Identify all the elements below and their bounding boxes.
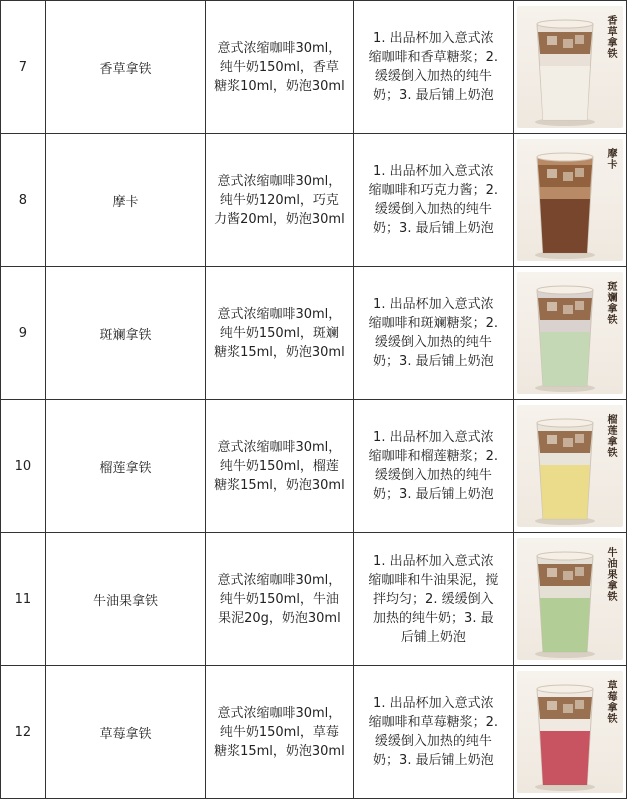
drink-name-cell xyxy=(45,666,205,799)
steps-line: 1. 出品杯加入意式浓 xyxy=(373,297,494,312)
drink-name-cell xyxy=(45,1,205,134)
ingredients-line: 糖浆15ml，奶泡30ml xyxy=(214,477,345,493)
drink-name: 斑斓拿铁 xyxy=(99,327,152,343)
steps-line: 缩咖啡和香草糖浆；2. xyxy=(368,50,499,65)
steps-line: 缓缓倒入加热的纯牛 xyxy=(374,202,492,217)
steps-line: 缩咖啡和牛油果泥，搅 xyxy=(368,572,499,588)
steps-line: 加热的纯牛奶；3. 最 xyxy=(373,610,494,626)
row-number-cell xyxy=(1,400,46,533)
ingredients-cell xyxy=(206,134,354,267)
photo-caption-label: 草莓拿铁 xyxy=(607,681,618,725)
ingredients-line: 意式浓缩咖啡30ml， xyxy=(217,439,342,455)
ingredients-cell xyxy=(206,533,354,666)
row-number-cell xyxy=(1,134,46,267)
drink-photo xyxy=(517,405,623,527)
ingredients-line: 纯牛奶150ml，牛油 xyxy=(219,591,339,607)
row-number: 9 xyxy=(18,325,28,341)
drink-photo xyxy=(517,272,623,394)
steps-line: 奶；3. 最后铺上奶泡 xyxy=(373,88,494,103)
steps-line: 1. 出品杯加入意式浓 xyxy=(373,31,494,46)
table-row xyxy=(1,267,627,400)
row-number: 7 xyxy=(18,59,28,75)
recipe-table-body xyxy=(1,1,627,799)
steps-line: 缩咖啡和斑斓糖浆；2. xyxy=(368,316,499,331)
drink-image-cell xyxy=(513,1,626,134)
photo-caption-label: 斑斓拿铁 xyxy=(607,282,618,326)
drink-name-cell xyxy=(45,267,205,400)
drink-name: 牛油果拿铁 xyxy=(92,593,158,609)
ingredients-cell xyxy=(206,400,354,533)
steps-line: 缩咖啡和草莓糖浆；2. xyxy=(368,715,499,730)
table-row xyxy=(1,134,627,267)
steps-cell xyxy=(353,400,513,533)
steps-cell xyxy=(353,134,513,267)
photo-caption-label: 榴莲拿铁 xyxy=(607,415,618,459)
drink-photo xyxy=(517,671,623,793)
drink-name: 香草拿铁 xyxy=(99,61,152,77)
steps-line: 拌均匀；2. 缓缓倒入 xyxy=(373,591,494,607)
drink-image-cell xyxy=(513,666,626,799)
steps-line: 缩咖啡和巧克力酱；2. xyxy=(368,183,499,198)
steps-line: 1. 出品杯加入意式浓 xyxy=(373,553,494,569)
drink-photo xyxy=(517,139,623,261)
photo-caption-label: 香草拿铁 xyxy=(607,16,618,60)
row-number: 8 xyxy=(18,192,28,208)
row-number: 10 xyxy=(14,458,32,474)
row-number-cell xyxy=(1,533,46,666)
drink-name: 榴莲拿铁 xyxy=(99,460,152,476)
row-number-cell xyxy=(1,666,46,799)
steps-line: 后铺上奶泡 xyxy=(400,629,466,645)
steps-line: 1. 出品杯加入意式浓 xyxy=(373,164,494,179)
ingredients-cell xyxy=(206,267,354,400)
drink-image-cell xyxy=(513,134,626,267)
drink-photo xyxy=(517,538,623,660)
steps-line: 奶；3. 最后铺上奶泡 xyxy=(373,221,494,236)
ingredients-line: 意式浓缩咖啡30ml， xyxy=(217,572,342,588)
steps-cell xyxy=(353,666,513,799)
steps-line: 奶；3. 最后铺上奶泡 xyxy=(373,354,494,369)
row-number-cell xyxy=(1,267,46,400)
steps-line: 缓缓倒入加热的纯牛 xyxy=(374,468,492,483)
drink-name: 摩卡 xyxy=(112,194,139,210)
drink-name-cell xyxy=(45,134,205,267)
drink-name: 草莓拿铁 xyxy=(99,726,152,742)
table-row xyxy=(1,666,627,799)
steps-line: 奶；3. 最后铺上奶泡 xyxy=(373,487,494,502)
drink-name-cell xyxy=(45,400,205,533)
photo-caption-label: 牛油果拿铁 xyxy=(607,548,618,603)
steps-cell xyxy=(353,1,513,134)
row-number: 12 xyxy=(14,724,32,740)
ingredients-line: 纯牛奶150ml，草莓 xyxy=(219,724,339,740)
drink-image-cell xyxy=(513,267,626,400)
ingredients-line: 果泥20g，奶泡30ml xyxy=(218,610,341,626)
photo-caption-label: 摩卡 xyxy=(607,149,618,171)
table-row xyxy=(1,400,627,533)
steps-line: 1. 出品杯加入意式浓 xyxy=(373,696,494,711)
ingredients-cell xyxy=(206,666,354,799)
ingredients-line: 纯牛奶150ml，榴莲 xyxy=(219,458,339,474)
ingredients-cell xyxy=(206,1,354,134)
steps-line: 奶；3. 最后铺上奶泡 xyxy=(373,753,494,768)
ingredients-line: 糖浆15ml，奶泡30ml xyxy=(214,344,345,360)
ingredients-line: 糖浆15ml，奶泡30ml xyxy=(214,743,345,759)
drink-photo xyxy=(517,6,623,128)
ingredients-line: 力酱20ml，奶泡30ml xyxy=(214,211,345,227)
ingredients-line: 纯牛奶150ml，香草 xyxy=(219,59,339,75)
table-row xyxy=(1,533,627,666)
ingredients-line: 意式浓缩咖啡30ml， xyxy=(217,40,342,56)
steps-line: 缓缓倒入加热的纯牛 xyxy=(374,734,492,749)
steps-line: 缓缓倒入加热的纯牛 xyxy=(374,69,492,84)
steps-line: 缓缓倒入加热的纯牛 xyxy=(374,335,492,350)
drink-name-cell xyxy=(45,533,205,666)
drink-image-cell xyxy=(513,533,626,666)
steps-line: 缩咖啡和榴莲糖浆；2. xyxy=(368,449,499,464)
table-row xyxy=(1,1,627,134)
steps-cell xyxy=(353,533,513,666)
ingredients-line: 意式浓缩咖啡30ml， xyxy=(217,173,342,189)
ingredients-line: 纯牛奶150ml，斑斓 xyxy=(219,325,339,341)
steps-cell xyxy=(353,267,513,400)
drink-image-cell xyxy=(513,400,626,533)
ingredients-line: 意式浓缩咖啡30ml， xyxy=(217,705,342,721)
row-number: 11 xyxy=(14,591,32,607)
ingredients-line: 糖浆10ml，奶泡30ml xyxy=(214,78,345,94)
ingredients-line: 纯牛奶120ml，巧克 xyxy=(219,192,339,208)
row-number-cell xyxy=(1,1,46,134)
ingredients-line: 意式浓缩咖啡30ml， xyxy=(217,306,342,322)
steps-line: 1. 出品杯加入意式浓 xyxy=(373,430,494,445)
